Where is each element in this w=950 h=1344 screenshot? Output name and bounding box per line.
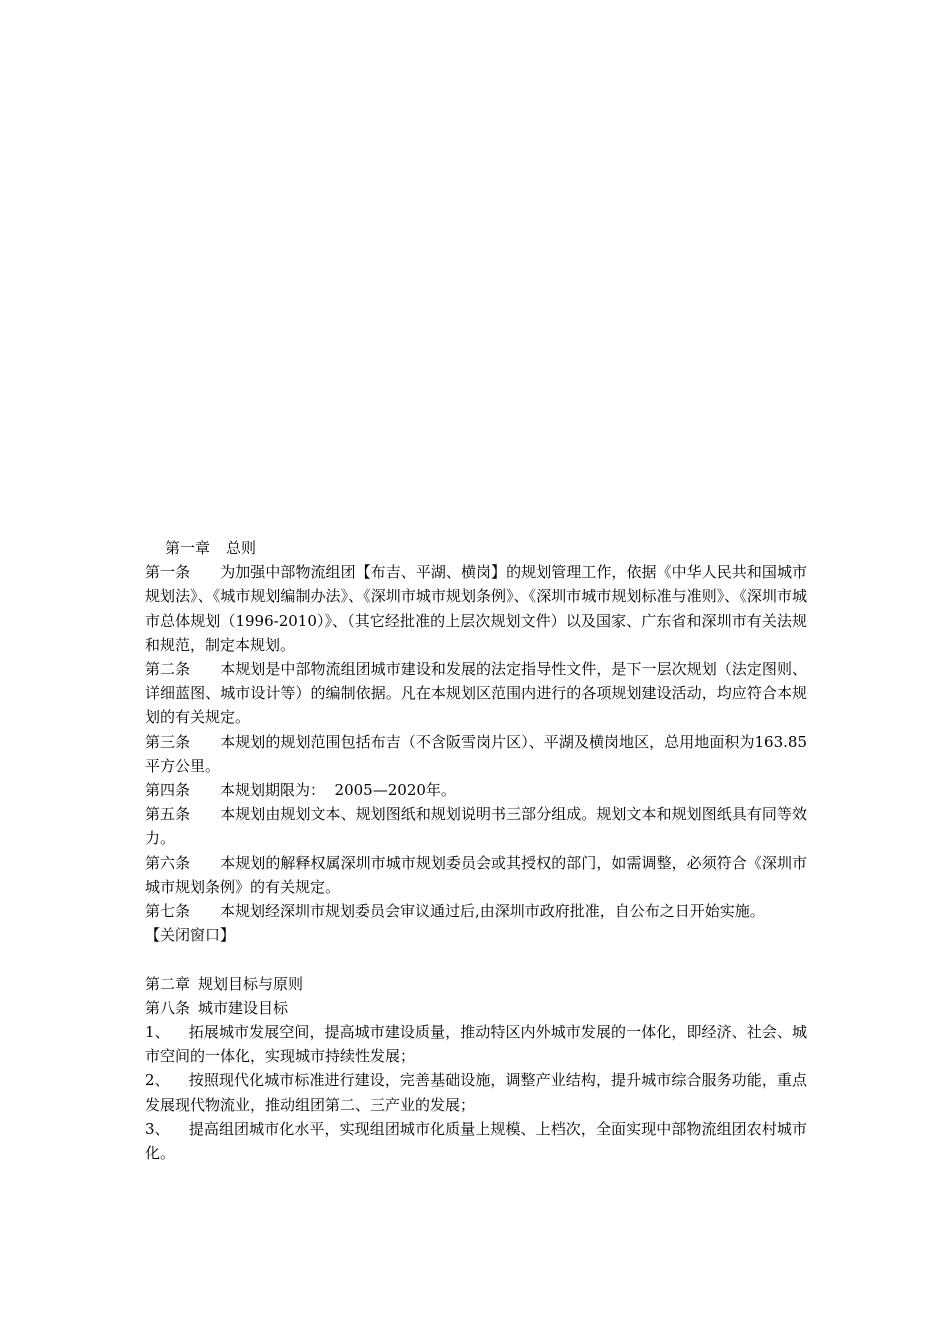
article-label: 第六条 xyxy=(145,853,191,872)
chapter-1-number: 第一章 xyxy=(165,539,211,557)
article-label: 第五条 xyxy=(145,805,191,824)
article-text: 本规划的规划范围包括布吉（不含阪雪岗片区）、平湖及横岗地区，总用地面积为163.85平方公里。 xyxy=(145,732,807,775)
article-label: 第七条 xyxy=(145,902,191,921)
goal-item-3 xyxy=(145,1117,807,1165)
article-label: 第八条 xyxy=(145,998,191,1017)
article-8-heading xyxy=(145,996,807,1020)
article-5 xyxy=(145,802,807,850)
spacer xyxy=(145,947,807,971)
article-1 xyxy=(145,560,807,657)
goal-number: 2、 xyxy=(145,1071,170,1090)
article-label: 第四条 xyxy=(145,781,191,800)
article-8-title: 城市建设目标 xyxy=(198,998,289,1017)
goal-text: 拓展城市发展空间，提高城市建设质量，推动特区内外城市发展的一体化，即经济、社会、城市空间的一体化，实现城市持续性发展； xyxy=(145,1023,808,1066)
article-7 xyxy=(145,899,807,923)
document-body xyxy=(145,536,807,1165)
article-label: 第三条 xyxy=(145,732,191,751)
article-text: 本规划的解释权属深圳市城市规划委员会或其授权的部门，如需调整，必须符合《深圳市城市规划条例》的有关规定。 xyxy=(145,853,807,896)
article-6 xyxy=(145,851,807,899)
goal-number: 3、 xyxy=(145,1119,170,1138)
chapter-2-heading xyxy=(145,972,807,996)
goal-item-1 xyxy=(145,1020,807,1068)
article-text: 本规划期限为： 2005—2020年。 xyxy=(220,781,456,800)
article-text: 本规划是中部物流组团城市建设和发展的法定指导性文件，是下一层次规划（法定图则、详细蓝图、城市设计等）的编制依据。凡在本规划区范围内进行的各项规划建设活动，均应符合本规划的有关规定。 xyxy=(145,660,807,727)
goal-text: 按照现代化城市标准进行建设，完善基础设施，调整产业结构，提升城市综合服务功能，重点发展现代物流业，推动组团第二、三产业的发展； xyxy=(145,1071,808,1114)
chapter-2-title: 规划目标与原则 xyxy=(198,974,304,993)
article-text: 本规划由规划文本、规划图纸和规划说明书三部分组成。规划文本和规划图纸具有同等效力。 xyxy=(145,805,807,848)
article-label: 第二条 xyxy=(145,660,191,679)
goal-number: 1、 xyxy=(145,1023,170,1042)
article-text: 本规划经深圳市规划委员会审议通过后,由深圳市政府批准，自公布之日开始实施。 xyxy=(220,902,765,921)
chapter-1-heading xyxy=(145,536,807,560)
chapter-2-number: 第二章 xyxy=(145,974,191,993)
article-4 xyxy=(145,778,807,802)
article-label: 第一条 xyxy=(145,563,191,582)
close-window-link[interactable]: 【关闭窗口】 xyxy=(145,926,236,945)
goal-text: 提高组团城市化水平，实现组团城市化质量上规模、上档次，全面实现中部物流组团农村城市化。 xyxy=(145,1119,808,1163)
article-3 xyxy=(145,730,807,778)
goal-item-2 xyxy=(145,1068,807,1116)
chapter-1-title: 总则 xyxy=(226,539,257,557)
article-text: 为加强中部物流组团【布吉、平湖、横岗】的规划管理工作，依据《中华人民共和国城市规划法》、《城市规划编制办法》、《深圳市城市规划条例》、《深圳市城市规划标准与准则》、《深圳市城市总体规划（1996-2010）》、（其它经批准的上层次规划文件）以及国家、广东省和深圳市有关法规和规范，制定本规划。 xyxy=(145,563,807,654)
article-2 xyxy=(145,657,807,730)
